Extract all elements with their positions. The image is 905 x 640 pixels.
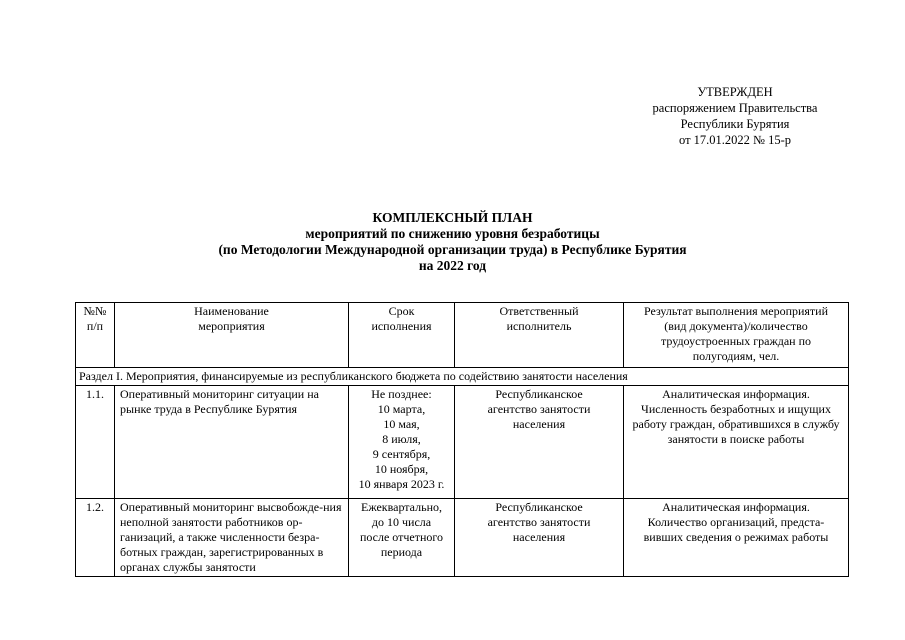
header-term: Срок исполнения (349, 303, 455, 368)
document-title (0, 210, 905, 274)
table-header-row (76, 303, 849, 368)
row-name: Оперативный мониторинг высвобожде-ния неполной занятости работников ор-ганизаций, а также численности безра-ботных граждан, зарегистрированных в органах службы занятости (115, 499, 349, 577)
section-title: Раздел I. Мероприятия, финансируемые из республиканского бюджета по содействию занятости населения (76, 368, 849, 386)
approval-stamp (640, 84, 830, 148)
title-line-3: (по Методологии Международной организации труда) в Республике Бурятия (218, 242, 687, 257)
row-result: Аналитическая информация. Численность безработных и ищущих работу граждан, обратившихся в службу занятости в поиске работы (624, 386, 849, 499)
header-number: №№ п/п (76, 303, 115, 368)
approval-line-republic: Республики Бурятия (680, 117, 790, 131)
row-number: 1.2. (76, 499, 115, 577)
row-term: Ежеквартально, до 10 числа после отчетного периода (349, 499, 455, 577)
row-executor: Республиканское агентство занятости населения (455, 499, 624, 577)
header-result: Результат выполнения мероприятий (вид документа)/количество трудоустроенных граждан по полугодиям, чел. (624, 303, 849, 368)
header-name: Наименование мероприятия (115, 303, 349, 368)
approval-line-approved: УТВЕРЖДЕН (697, 85, 773, 99)
header-executor: Ответственный исполнитель (455, 303, 624, 368)
approval-line-order: распоряжением Правительства (652, 101, 818, 115)
title-line-4: на 2022 год (418, 258, 487, 273)
table-row (76, 499, 849, 577)
title-line-1: КОМПЛЕКСНЫЙ ПЛАН (372, 210, 533, 225)
section-row (76, 368, 849, 386)
row-name: Оперативный мониторинг ситуации на рынке труда в Республике Бурятия (115, 386, 349, 499)
row-number: 1.1. (76, 386, 115, 499)
row-term: Не позднее: 10 марта, 10 мая, 8 июля, 9 сентября, 10 ноября, 10 января 2023 г. (349, 386, 455, 499)
title-line-2: мероприятий по снижению уровня безработицы (305, 226, 600, 241)
approval-line-date: от 17.01.2022 № 15-р (678, 133, 791, 147)
row-executor: Республиканское агентство занятости населения (455, 386, 624, 499)
plan-table (75, 302, 849, 577)
table-row (76, 386, 849, 499)
row-result: Аналитическая информация. Количество организаций, предста-вивших сведения о режимах работы (624, 499, 849, 577)
